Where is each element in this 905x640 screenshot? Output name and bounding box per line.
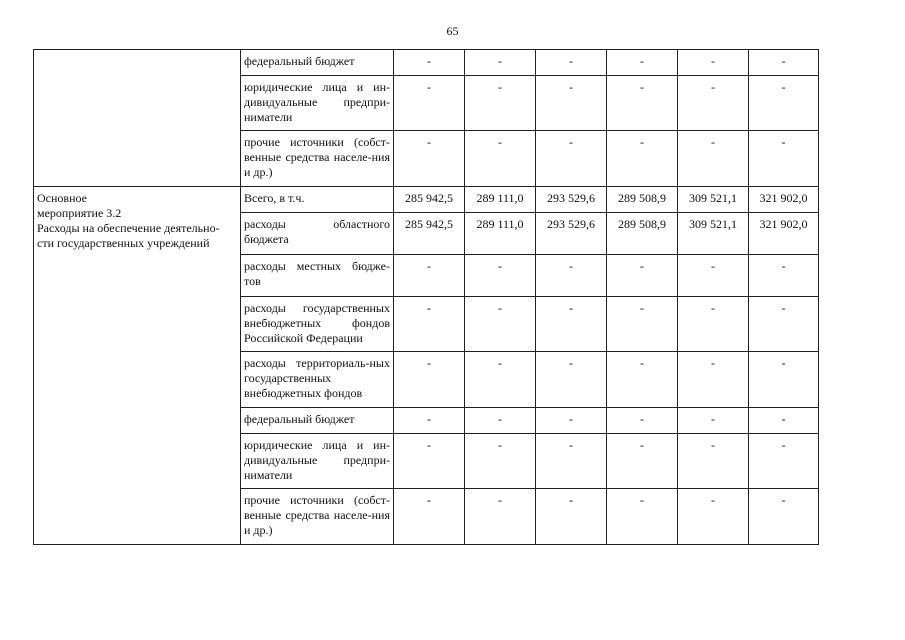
value-cell: - [678, 255, 749, 297]
value-cell: - [465, 50, 536, 76]
value-cell: 285 942,5 [394, 187, 465, 213]
value-cell: - [678, 434, 749, 489]
value-cell: - [607, 408, 678, 434]
event-title-line: Расходы на обеспечение деятельно- [37, 221, 220, 235]
value-cell: - [394, 352, 465, 408]
source-label: расходы местных бюдже-тов [241, 255, 394, 297]
budget-table [33, 49, 819, 545]
value-cell: 289 111,0 [465, 187, 536, 213]
event-title-line: сти государственных учреждений [37, 236, 210, 250]
value-cell: - [465, 408, 536, 434]
value-cell: - [607, 76, 678, 131]
value-cell: - [678, 131, 749, 187]
value-cell: 321 902,0 [749, 187, 819, 213]
value-cell: - [607, 489, 678, 545]
source-label: расходы областного бюджета [241, 213, 394, 255]
value-cell: - [607, 131, 678, 187]
value-cell: - [394, 131, 465, 187]
value-cell: - [678, 489, 749, 545]
value-cell: - [678, 76, 749, 131]
value-cell: - [749, 50, 819, 76]
value-cell: - [607, 255, 678, 297]
event-title-line: Основное [37, 191, 87, 205]
value-cell: - [394, 434, 465, 489]
value-cell: 285 942,5 [394, 213, 465, 255]
value-cell: - [607, 434, 678, 489]
value-cell: - [394, 408, 465, 434]
source-label: юридические лица и ин-дивидуальные предпри-ниматели [241, 76, 394, 131]
value-cell: - [607, 352, 678, 408]
value-cell: - [465, 255, 536, 297]
value-cell: - [465, 489, 536, 545]
value-cell: - [536, 131, 607, 187]
table-row [34, 50, 819, 76]
source-label: расходы государственных внебюджетных фондов Российской Федерации [241, 297, 394, 352]
value-cell: - [465, 434, 536, 489]
value-cell: - [749, 297, 819, 352]
value-cell: - [536, 352, 607, 408]
value-cell: - [749, 131, 819, 187]
value-cell: - [536, 297, 607, 352]
value-cell: - [394, 76, 465, 131]
value-cell: 289 508,9 [607, 187, 678, 213]
value-cell: - [607, 297, 678, 352]
value-cell: - [749, 434, 819, 489]
value-cell: - [749, 489, 819, 545]
source-label: Всего, в т.ч. [241, 187, 394, 213]
source-label: федеральный бюджет [241, 408, 394, 434]
source-label: юридические лица и ин-дивидуальные предпри-ниматели [241, 434, 394, 489]
source-label: прочие источники (собст-венные средства населе-ния и др.) [241, 489, 394, 545]
value-cell: 289 508,9 [607, 213, 678, 255]
value-cell: - [678, 408, 749, 434]
value-cell: - [465, 352, 536, 408]
value-cell: 293 529,6 [536, 187, 607, 213]
empty-event-cell [34, 50, 241, 187]
value-cell: 293 529,6 [536, 213, 607, 255]
value-cell: - [394, 297, 465, 352]
value-cell: - [749, 408, 819, 434]
value-cell: - [536, 489, 607, 545]
value-cell: - [749, 352, 819, 408]
event-title-cell [34, 187, 241, 545]
value-cell: - [536, 408, 607, 434]
value-cell: - [394, 489, 465, 545]
table-row [34, 187, 819, 213]
value-cell: - [536, 76, 607, 131]
value-cell: - [465, 76, 536, 131]
value-cell: - [749, 76, 819, 131]
value-cell: - [465, 131, 536, 187]
value-cell: - [607, 50, 678, 76]
value-cell: - [678, 352, 749, 408]
value-cell: - [394, 50, 465, 76]
value-cell: - [749, 255, 819, 297]
source-label: расходы территориаль-ных государственных внебюджетных фондов [241, 352, 394, 408]
value-cell: - [465, 297, 536, 352]
value-cell: - [678, 297, 749, 352]
page-number: 65 [446, 24, 459, 38]
value-cell: - [394, 255, 465, 297]
value-cell: 321 902,0 [749, 213, 819, 255]
value-cell: 309 521,1 [678, 187, 749, 213]
source-label: прочие источники (собст-венные средства населе-ния и др.) [241, 131, 394, 187]
value-cell: 289 111,0 [465, 213, 536, 255]
value-cell: 309 521,1 [678, 213, 749, 255]
value-cell: - [678, 50, 749, 76]
value-cell: - [536, 434, 607, 489]
budget-table-body [34, 50, 819, 545]
value-cell: - [536, 255, 607, 297]
event-title-line: мероприятие 3.2 [37, 206, 122, 220]
value-cell: - [536, 50, 607, 76]
source-label: федеральный бюджет [241, 50, 394, 76]
